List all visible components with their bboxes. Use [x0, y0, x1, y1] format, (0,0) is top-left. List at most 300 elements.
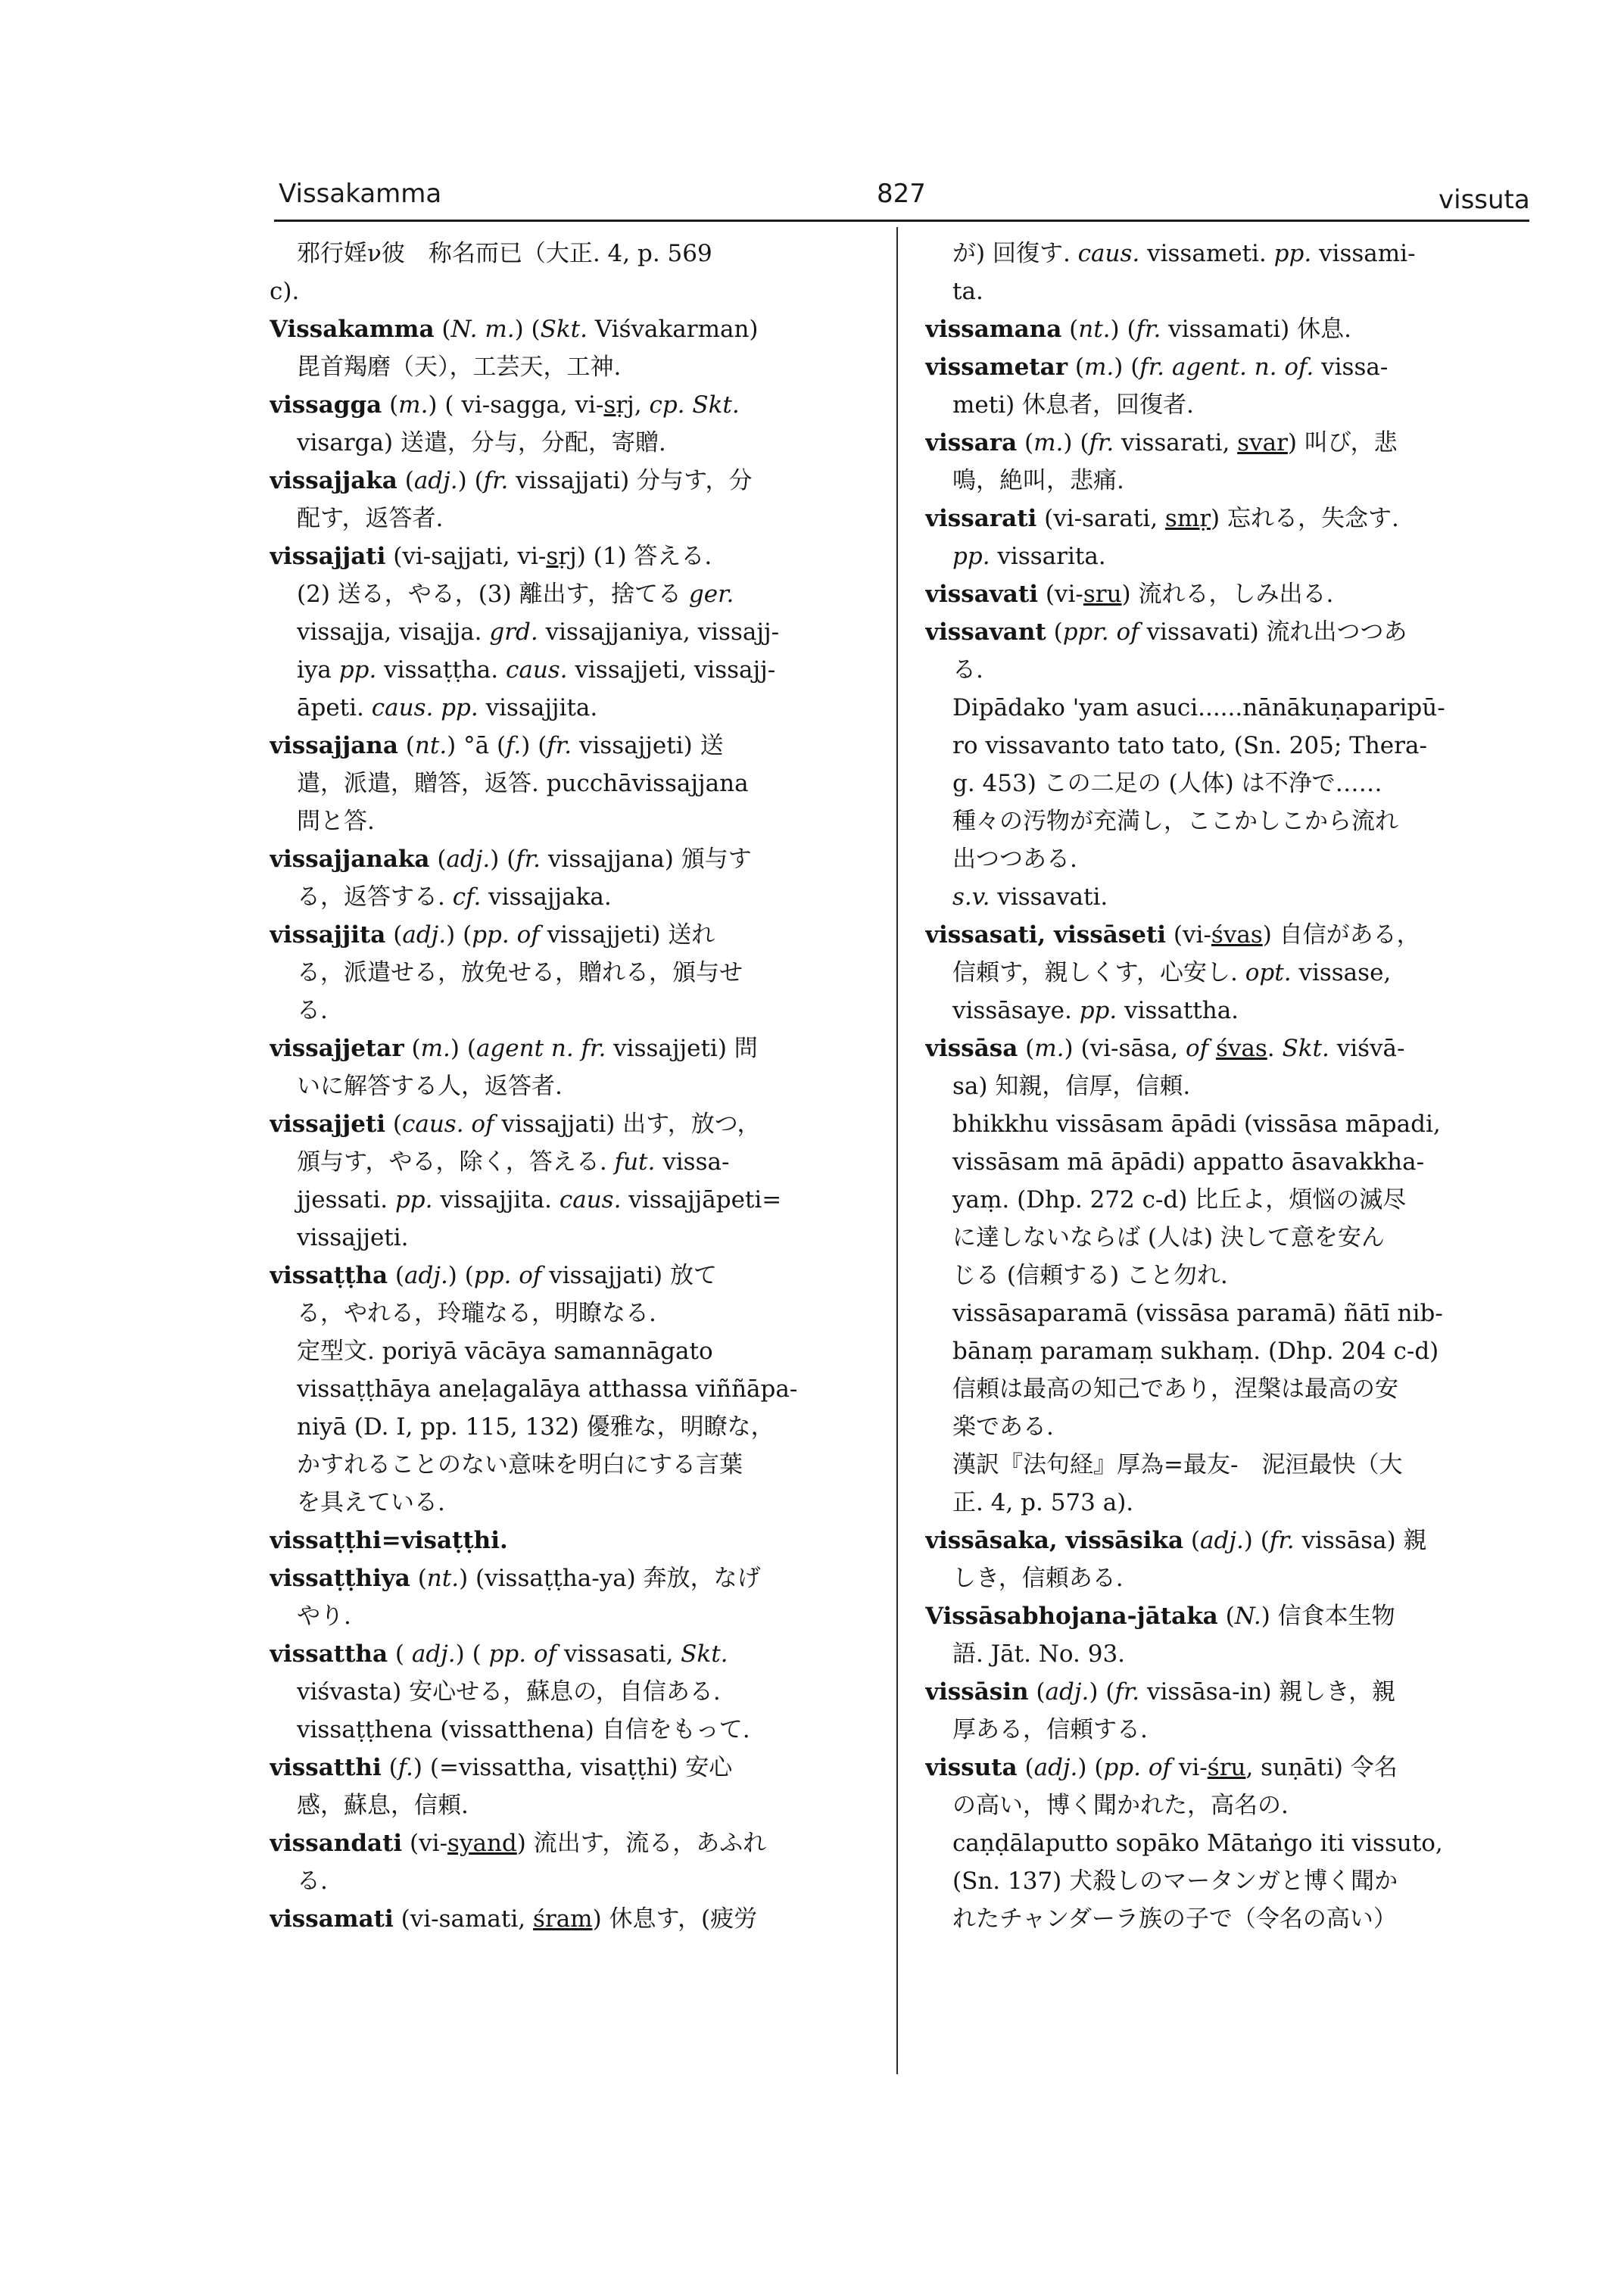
entry-text: ) (vissaṭṭha-ya) 奔放，なげ [459, 1565, 761, 1592]
entry-line [270, 840, 884, 878]
header-rule [274, 220, 1529, 222]
entry-text: 頒与す，やる，除く，答える. [297, 1148, 615, 1176]
entry-text: viśvā- [1329, 1035, 1405, 1062]
entry-text: 定型文. poriyā vācāya samannāgato [297, 1338, 713, 1365]
entry-text: 鳴，絶叫，悲痛. [952, 467, 1124, 494]
root-form: śru [1207, 1754, 1246, 1781]
entry-text: vissaṭṭha. [376, 656, 506, 684]
entry-line [270, 310, 884, 348]
grammar-abbrev: ppr. of [1062, 618, 1139, 646]
entry-line [270, 235, 884, 273]
entry-line [925, 1787, 1540, 1824]
entry-text: 感，蘇息，信頼. [297, 1792, 469, 1819]
entry-text: vissajjati) 放て [541, 1262, 717, 1289]
headword: vissāsa [925, 1035, 1018, 1062]
entry-text: . [1267, 1035, 1283, 1062]
root-form: śvas [1215, 1035, 1267, 1062]
entry-text: vissajjita. [432, 1186, 560, 1213]
entry-text: vissaṭṭhena (vissatthena) 自信をもって. [297, 1716, 750, 1743]
entry-text: る，派遣せる，放免せる，贈れる，頒与せ [297, 959, 743, 986]
entry-line [925, 1294, 1540, 1332]
entry-line [925, 802, 1540, 840]
grammar-abbrev: fr. [1089, 429, 1114, 456]
entry-line [270, 273, 884, 310]
entry-text: ) ( [447, 1262, 474, 1289]
entry-line [270, 1219, 884, 1257]
entry-text: ( [397, 732, 415, 759]
grammar-abbrev: caus. pp. [371, 694, 478, 721]
entry-text: ( [410, 1565, 427, 1592]
entry-text: (vi-sajjati, vi- [385, 543, 547, 570]
entry-text: viśvasta) 安心せる，蘇息の，自信ある. [297, 1678, 721, 1706]
entry-text: ( [1046, 618, 1063, 646]
entry-line [925, 878, 1540, 916]
grammar-abbrev: Skt. [1282, 1035, 1329, 1062]
entry-text: が) 回復す. [952, 240, 1078, 267]
entry-line [270, 348, 884, 386]
grammar-abbrev: pp. [394, 1186, 433, 1213]
headword: vissāsaka, vissāsika [925, 1527, 1184, 1554]
entry-line [925, 689, 1540, 727]
entry-text: ) ( [521, 732, 547, 759]
entry-text: ( [1028, 1678, 1046, 1706]
grammar-abbrev: pp. of [472, 921, 540, 949]
grammar-abbrev: agent n. fr. [475, 1035, 606, 1062]
root-form: sṛj [546, 543, 577, 570]
entry-line [925, 1030, 1540, 1067]
entry-text: vissami- [1311, 240, 1416, 267]
entry-text: ) ( [455, 1640, 489, 1668]
entry-text: 問と答. [297, 808, 375, 835]
grammar-abbrev: m. [1034, 1035, 1064, 1062]
entry-line [925, 1862, 1540, 1900]
headword: vissavant [925, 618, 1046, 646]
entry-line [925, 575, 1540, 613]
grammar-abbrev: caus. of [402, 1111, 494, 1138]
entry-line [270, 916, 884, 954]
entry-text: 毘首羯磨（天），工芸天，工神. [297, 354, 622, 381]
grammar-abbrev: pp. [1273, 240, 1312, 267]
entry-text: meti) 休息者，回復者. [952, 391, 1194, 419]
entry-line [270, 1900, 884, 1938]
entry-line [270, 1332, 884, 1370]
entry-line [925, 1181, 1540, 1219]
entry-line [270, 386, 884, 424]
entry-line [270, 727, 884, 765]
entry-line [925, 1067, 1540, 1105]
entry-line [925, 765, 1540, 802]
headword: vissajjita [270, 921, 386, 949]
headword: vissajjeti [270, 1111, 386, 1138]
entry-text: ) (vi-sāsa, [1064, 1035, 1186, 1062]
entry-text: (vi- [402, 1830, 448, 1857]
entry-line [925, 1257, 1540, 1294]
entry-line [270, 1597, 884, 1635]
entry-text: ) 自信がある， [1262, 921, 1420, 949]
entry-text: vissāsam mā āpādi) appatto āsavakkha- [952, 1148, 1425, 1176]
entry-text: ) (1) 答える. [576, 543, 712, 570]
grammar-abbrev: fr. [1114, 1678, 1140, 1706]
entry-text: vissāsa-in) 親しき，親 [1139, 1678, 1396, 1706]
entry-line [270, 1446, 884, 1484]
entry-line [270, 1294, 884, 1332]
entry-line [925, 840, 1540, 878]
grammar-abbrev: cp. Skt. [649, 391, 740, 419]
grammar-abbrev: adj. [1045, 1678, 1089, 1706]
entry-text: ) ( [1110, 316, 1136, 343]
entry-text: vissajjati) 分与す，分 [508, 467, 753, 494]
entry-text: ( [1017, 429, 1034, 456]
entry-text: ) °ā ( [447, 732, 507, 759]
entry-line [925, 348, 1540, 386]
entry-text: ) 流れる，しみ出る. [1121, 581, 1334, 608]
entry-text: Dipādako 'yam asuci......nānākuṇaparipū- [952, 694, 1445, 721]
entry-text: vissajjati) 出す，放つ， [494, 1111, 761, 1138]
entry-text: 配す，返答者. [297, 505, 444, 532]
grammar-abbrev: nt. [414, 732, 447, 759]
entry-line [925, 1824, 1540, 1862]
entry-line [925, 1219, 1540, 1257]
entry-line [925, 1749, 1540, 1787]
entry-text: vissajjeti) 送 [572, 732, 724, 759]
entry-text: vissase, [1291, 959, 1392, 986]
entry-text: 遣，派遣，贈答，返答. pucchāvissajjana [297, 770, 749, 797]
grammar-abbrev: fr. [516, 846, 541, 873]
entry-line [270, 1484, 884, 1522]
entry-text: ) 流出す，流る，あふれ [516, 1830, 767, 1857]
entry-text: (Sn. 137) 犬殺しのマータンガと博く聞か [952, 1868, 1398, 1895]
entry-text: vissajjeti, vissajj- [567, 656, 776, 684]
entry-text: の高い，博く聞かれた，高名の. [952, 1792, 1289, 1819]
entry-line [270, 765, 884, 802]
entry-line [925, 916, 1540, 954]
entry-text: ) 休息す，(疲労 [592, 1905, 758, 1933]
grammar-abbrev: N. [1234, 1603, 1261, 1630]
entry-line [925, 1597, 1540, 1635]
grammar-abbrev: pp. [952, 543, 990, 570]
entry-line [925, 1711, 1540, 1749]
entry-text: g. 453) この二足の (人体) は不浄で…… [952, 770, 1382, 797]
entry-text: ( [381, 1754, 398, 1781]
entry-text: ( [388, 1640, 412, 1668]
root-form: śram [532, 1905, 593, 1933]
entry-text: に達しないならば (人は) 決して意を安ん [952, 1224, 1385, 1251]
entry-line [925, 651, 1540, 689]
entry-text: vissāsa) 親 [1294, 1527, 1427, 1554]
entry-text: れたチャンダーラ族の子で（令名の高い） [952, 1905, 1397, 1933]
entry-text: 漢訳『法句経』厚為=最友- 泥洹最快（大 [952, 1451, 1403, 1478]
entry-text: ) 叫び，悲 [1287, 429, 1398, 456]
entry-text: 邪行婬ν彼 称名而已（大正. 4, p. 569 [297, 240, 712, 267]
entry-text: vissajjita. [478, 694, 598, 721]
entry-line [925, 613, 1540, 651]
entry-text: ( [1017, 1754, 1034, 1781]
entry-text: vissamati) 休息. [1161, 316, 1351, 343]
headword: vissarati [925, 505, 1037, 532]
entry-text: āpeti. [297, 694, 372, 721]
entry-text: ta. [952, 278, 983, 305]
entry-line [925, 386, 1540, 424]
grammar-abbrev: adj. [1200, 1527, 1244, 1554]
entry-line [925, 273, 1540, 310]
entry-line [925, 235, 1540, 273]
entry-text: vissajjaka. [481, 883, 612, 911]
entry-line [925, 1332, 1540, 1370]
headword: vissandati [270, 1830, 403, 1857]
root-form: sru [1083, 581, 1122, 608]
headword: vissatthi [270, 1754, 382, 1781]
entry-line [925, 424, 1540, 462]
headword: Vissāsabhojana-jātaka [925, 1603, 1218, 1630]
entry-text: ) ( [514, 316, 541, 343]
entry-text: vissavati) 流れ出つつあ [1139, 618, 1407, 646]
entry-text: vissajjana) 頒与す [541, 846, 752, 873]
grammar-abbrev: adj. [402, 921, 447, 949]
headword: vissaṭṭhi=visaṭṭhi. [270, 1527, 508, 1554]
grammar-abbrev: pp. [1079, 997, 1117, 1024]
entry-text: ) ( [1243, 1527, 1270, 1554]
entry-line [925, 1522, 1540, 1559]
entry-text: vissajja, visajja. [297, 618, 490, 646]
entry-text: ( [385, 921, 403, 949]
entry-line [270, 651, 884, 689]
grammar-abbrev: nt. [1078, 316, 1111, 343]
entry-line [270, 1067, 884, 1105]
entry-line [925, 727, 1540, 765]
grammar-abbrev: fr. [1269, 1527, 1295, 1554]
headword: vissaṭṭhiya [270, 1565, 410, 1592]
headword: vissasati, vissāseti [925, 921, 1167, 949]
entry-line [925, 1900, 1540, 1938]
headword: vissajjana [270, 732, 398, 759]
entry-text: る. [952, 656, 983, 684]
grammar-abbrev: adj. [411, 1640, 456, 1668]
running-head-right: vissuta [1439, 185, 1530, 215]
grammar-abbrev: pp. of [1103, 1754, 1171, 1781]
entry-line [270, 1559, 884, 1597]
entry-line [270, 802, 884, 840]
grammar-abbrev: ger. [688, 581, 734, 608]
grammar-abbrev: cf. [452, 883, 482, 911]
entry-line [925, 1105, 1540, 1143]
headword: vissuta [925, 1754, 1018, 1781]
entry-text: ( [429, 846, 447, 873]
left-column [270, 235, 884, 1938]
entry-line [270, 1257, 884, 1294]
entry-line [270, 1673, 884, 1711]
running-head-left: Vissakamma [279, 179, 442, 209]
entry-line [270, 462, 884, 500]
entry-line [925, 1673, 1540, 1711]
column-divider [896, 227, 898, 2074]
entry-line [925, 310, 1540, 348]
entry-text: ( [404, 1035, 421, 1062]
entry-text: ( [397, 467, 414, 494]
entry-line [270, 954, 884, 992]
grammar-abbrev: fr. agent. n. of. [1139, 354, 1314, 381]
entry-text: ) ( vi-sagga, vi- [428, 391, 604, 419]
entry-text: Viśvakarman) [587, 316, 759, 343]
entry-text: 信頼す，親しくす，心安し. [952, 959, 1245, 986]
entry-text: sa) 知親，信厚，信頼. [952, 1073, 1191, 1100]
grammar-abbrev: adj. [1033, 1754, 1078, 1781]
entry-text: vissa- [655, 1148, 730, 1176]
grammar-abbrev: m. [398, 391, 429, 419]
entry-line [925, 1484, 1540, 1522]
entry-text: (vi-samati, [393, 1905, 533, 1933]
grammar-abbrev: m. [1084, 354, 1114, 381]
grammar-abbrev: caus. [559, 1186, 622, 1213]
entry-text: visarga) 送遣，分与，分配，寄贈. [297, 429, 666, 456]
headword: vissajjati [270, 543, 386, 570]
grammar-abbrev: adj. [413, 467, 458, 494]
entry-text: iya [297, 656, 339, 684]
entry-text: やり. [297, 1603, 351, 1630]
entry-line [925, 1635, 1540, 1673]
grammar-abbrev: adj. [446, 846, 491, 873]
entry-line [270, 1181, 884, 1219]
grammar-abbrev: pp. [338, 656, 377, 684]
entry-line [270, 613, 884, 651]
entry-text: bānaṃ paramaṃ sukhaṃ. (Dhp. 204 c-d) [952, 1338, 1439, 1365]
grammar-abbrev: opt. [1245, 959, 1292, 986]
entry-line [925, 992, 1540, 1030]
entry-text: る. [297, 1868, 328, 1895]
page-number: 827 [877, 179, 926, 209]
entry-text: ( [1061, 316, 1079, 343]
headword: vissagga [270, 391, 382, 419]
entry-text: jjessati. [297, 1186, 395, 1213]
headword: vissametar [925, 354, 1068, 381]
grammar-abbrev: N. m. [450, 316, 515, 343]
right-column [925, 235, 1540, 1938]
headword: vissamana [925, 316, 1062, 343]
entry-line [925, 537, 1540, 575]
entry-line [270, 1711, 884, 1749]
entry-line [925, 1370, 1540, 1408]
entry-text: vissa- [1314, 354, 1389, 381]
grammar-abbrev: fr. [547, 732, 572, 759]
grammar-abbrev: adj. [404, 1262, 448, 1289]
headword: vissajjetar [270, 1035, 404, 1062]
entry-text: ro vissavanto tato tato, (Sn. 205; Thera- [952, 732, 1427, 759]
entry-text: 楽である. [952, 1413, 1054, 1441]
entry-line [925, 954, 1540, 992]
grammar-abbrev: fut. [614, 1148, 656, 1176]
headword: Vissakamma [270, 316, 435, 343]
entry-text: ( [1018, 1035, 1035, 1062]
entry-text: ) 信食本生物 [1261, 1603, 1395, 1630]
entry-line [270, 1749, 884, 1787]
grammar-abbrev: pp. of [488, 1640, 557, 1668]
entry-text: vissattha. [1117, 997, 1239, 1024]
entry-text: ( [385, 1111, 402, 1138]
grammar-abbrev: fr. [1136, 316, 1161, 343]
entry-line [925, 1559, 1540, 1597]
entry-text: vissarita. [990, 543, 1106, 570]
headword: vissajjaka [270, 467, 397, 494]
headword: vissattha [270, 1640, 388, 1668]
root-form: śvas [1211, 921, 1263, 949]
entry-text: ( [382, 391, 399, 419]
entry-line [270, 1635, 884, 1673]
entry-text: (vi- [1166, 921, 1211, 949]
entry-text: (2) 送る，やる，(3) 離出す，捨てる [297, 581, 689, 608]
entry-text: vissajjeti) 送れ [539, 921, 715, 949]
entry-text: vissāsaparamā (vissāsa paramā) ñātī nib- [952, 1300, 1443, 1327]
grammar-abbrev: f. [506, 732, 522, 759]
entry-text: vissajjeti. [297, 1224, 409, 1251]
entry-line [925, 1446, 1540, 1484]
entry-line [270, 1030, 884, 1067]
entry-line [270, 878, 884, 916]
entry-text: ) ( [1063, 429, 1089, 456]
entry-line [270, 992, 884, 1030]
entry-text: vissāsaye. [952, 997, 1080, 1024]
entry-text: 厚ある，信頼する. [952, 1716, 1148, 1743]
entry-text: を具えている. [297, 1489, 445, 1516]
entry-text: vissaṭṭhāya aneḷagalāya atthassa viññāpa- [297, 1375, 798, 1403]
entry-line [270, 424, 884, 462]
entry-text: る. [297, 997, 328, 1024]
entry-line [925, 1408, 1540, 1446]
grammar-abbrev: of [1185, 1035, 1209, 1062]
headword: vissaṭṭha [270, 1262, 388, 1289]
entry-text: ( [1183, 1527, 1200, 1554]
entry-text: vissajjāpeti= [621, 1186, 782, 1213]
entry-line [270, 1370, 884, 1408]
grammar-abbrev: m. [1033, 429, 1064, 456]
entry-text: ( [1068, 354, 1084, 381]
entry-line [270, 1787, 884, 1824]
entry-text: vissarati, [1114, 429, 1238, 456]
entry-text: niyā (D. I, pp. 115, 132) 優雅な，明瞭な， [297, 1413, 775, 1441]
entry-text: ) ( [457, 467, 484, 494]
entry-text: 信頼は最高の知己であり，涅槃は最高の安 [952, 1375, 1398, 1403]
entry-text: 種々の汚物が充満し，ここかしこから流れ [952, 808, 1398, 835]
entry-text: じる (信頼する) こと勿れ. [952, 1262, 1228, 1289]
grammar-abbrev: fr. [483, 467, 509, 494]
root-form: syand [447, 1830, 517, 1857]
entry-line [925, 462, 1540, 500]
entry-text: ) 忘れる，失念す. [1211, 505, 1399, 532]
entry-line [270, 689, 884, 727]
entry-line [270, 1105, 884, 1143]
headword: vissamati [270, 1905, 394, 1933]
entry-text: る，返答する. [297, 883, 453, 911]
entry-text: c). [270, 278, 300, 305]
root-form: svar [1237, 429, 1288, 456]
entry-text: ) ( [1114, 354, 1140, 381]
grammar-abbrev: m. [420, 1035, 450, 1062]
entry-text: caṇḍālaputto sopāko Mātaṅgo iti vissuto, [952, 1830, 1443, 1857]
entry-text: る，やれる，玲瓏なる，明瞭なる. [297, 1300, 656, 1327]
entry-text: ( [434, 316, 451, 343]
entry-text: vissajjeti) 問 [606, 1035, 758, 1062]
entry-text: , suṇāti) 令名 [1245, 1754, 1398, 1781]
entry-text: いに解答する人，返答者. [297, 1073, 563, 1100]
entry-line [270, 1143, 884, 1181]
grammar-abbrev: Skt. [681, 1640, 728, 1668]
entry-line [270, 1522, 884, 1559]
entry-text: ) ( [446, 921, 472, 949]
entry-text: vi- [1170, 1754, 1208, 1781]
entry-text: vissajjaniya, vissajj- [538, 618, 780, 646]
grammar-abbrev: pp. of [473, 1262, 542, 1289]
entry-text: 語. Jāt. No. 93. [952, 1640, 1126, 1668]
entry-text: vissavati. [990, 883, 1108, 911]
entry-text: しき，信頼ある. [952, 1565, 1124, 1592]
